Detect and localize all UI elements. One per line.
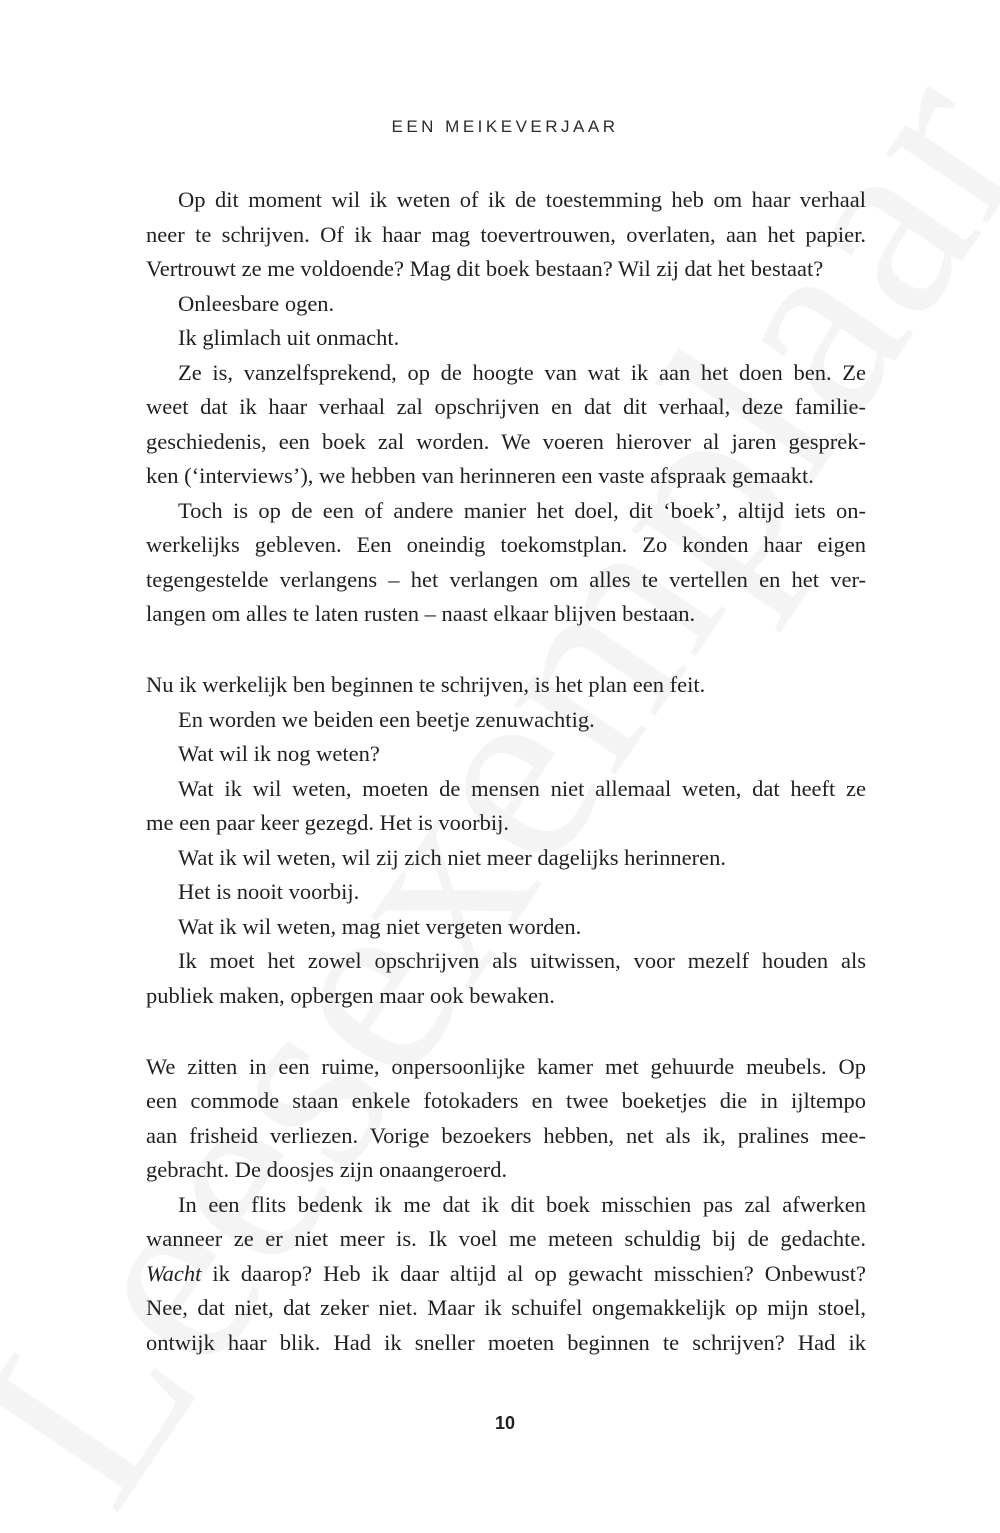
- text-line: ken (‘interviews’), we hebben van herinneren een vaste afspraak gemaakt.: [146, 463, 814, 488]
- text-section: [146, 668, 866, 1013]
- paragraph: [146, 1188, 866, 1361]
- paragraph: [146, 910, 866, 945]
- paragraph: [146, 356, 866, 494]
- text-line: aan frisheid verliezen. Vorige bezoekers hebben, net als ik, pralines mee-: [146, 1122, 866, 1148]
- running-title: EEN MEIKEVERJAAR: [391, 117, 619, 136]
- text-line: Ze is, vanzelfsprekend, op de hoogte van wat ik aan het doen ben. Ze: [178, 359, 866, 385]
- text-line: me een paar keer gezegd. Het is voorbij.: [146, 810, 509, 835]
- text-line: Ik moet het zowel opschrijven als uitwissen, voor mezelf houden als: [178, 948, 866, 973]
- emphasis: Wacht: [146, 1260, 202, 1286]
- text-section: [146, 1050, 866, 1361]
- text-line: [146, 1257, 866, 1292]
- paragraph: [146, 287, 866, 322]
- text-section: [146, 183, 866, 632]
- text-line: Vertrouwt ze me voldoende? Mag dit boek bestaan? Wil zij dat het bestaat?: [146, 256, 824, 281]
- text-line: Wat wil ik nog weten?: [178, 741, 380, 766]
- text-line: Toch is op de een of andere manier het doel, dit ‘boek’, altijd iets on-: [178, 497, 866, 523]
- text-line: tegengestelde verlangens – het verlangen om alles te vertellen en het ver-: [146, 566, 866, 592]
- body-text: [146, 183, 866, 1360]
- text-line: We zitten in een ruime, onpersoonlijke kamer met gehuurde meubels. Op: [146, 1053, 866, 1079]
- text-line: Onleesbare ogen.: [178, 290, 335, 316]
- paragraph: [146, 841, 866, 876]
- text-line: een commode staan enkele fotokaders en twee boeketjes die in ijltempo: [146, 1088, 866, 1113]
- paragraph: [146, 668, 866, 703]
- paragraph: [146, 1050, 866, 1188]
- text-line: In een flits bedenk ik me dat ik dit boek misschien pas zal afwerken: [178, 1191, 866, 1217]
- paragraph: [146, 875, 866, 910]
- paragraph: [146, 321, 866, 356]
- text-line: Nee, dat niet, dat zeker niet. Maar ik schuifel ongemakkelijk op mijn stoel,: [146, 1295, 866, 1320]
- page-number: 10: [494, 1413, 516, 1433]
- paragraph: [146, 737, 866, 772]
- text-line: wanneer ze er niet meer is. Ik voel me meteen schuldig bij de gedachte.: [146, 1226, 866, 1251]
- text-line: geschiedenis, een boek zal worden. We voeren hierover al jaren gesprek-: [146, 428, 866, 454]
- text-line: Ik glimlach uit onmacht.: [178, 325, 400, 350]
- text-line: Nu ik werkelijk ben beginnen te schrijven, is het plan een feit.: [146, 672, 706, 697]
- text-line: weet dat ik haar verhaal zal opschrijven en dat dit verhaal, deze familie-: [146, 394, 866, 419]
- paragraph: [146, 183, 866, 287]
- text-line: Op dit moment wil ik weten of ik de toestemming heb om haar verhaal: [178, 187, 866, 212]
- text-line: langen om alles te laten rusten – naast elkaar blijven bestaan.: [146, 601, 696, 626]
- text-line: Wat ik wil weten, mag niet vergeten worden.: [178, 913, 582, 939]
- text-line: werkelijks gebleven. Een oneindig toekomstplan. Zo konden haar eigen: [146, 532, 866, 557]
- text-line: gebracht. De doosjes zijn onaangeroerd.: [146, 1157, 508, 1182]
- paragraph: [146, 494, 866, 632]
- text-line: Het is nooit voorbij.: [178, 879, 360, 904]
- text-run: ik daarop? Heb ik daar altijd al op gewacht misschien? Onbewust?: [201, 1260, 866, 1286]
- text-line: En worden we beiden een beetje zenuwachtig.: [178, 706, 595, 732]
- paragraph: [146, 772, 866, 841]
- text-line: publiek maken, opbergen maar ook bewaken.: [146, 982, 555, 1008]
- text-line: Wat ik wil weten, moeten de mensen niet allemaal weten, dat heeft ze: [178, 775, 866, 801]
- text-line: Wat ik wil weten, wil zij zich niet meer dagelijks herinneren.: [178, 844, 726, 870]
- text-line: ontwijk haar blik. Had ik sneller moeten beginnen te schrijven? Had ik: [146, 1329, 866, 1355]
- paragraph: [146, 703, 866, 738]
- text-line: neer te schrijven. Of ik haar mag toevertrouwen, overlaten, aan het papier.: [146, 221, 866, 247]
- paragraph: [146, 944, 866, 1013]
